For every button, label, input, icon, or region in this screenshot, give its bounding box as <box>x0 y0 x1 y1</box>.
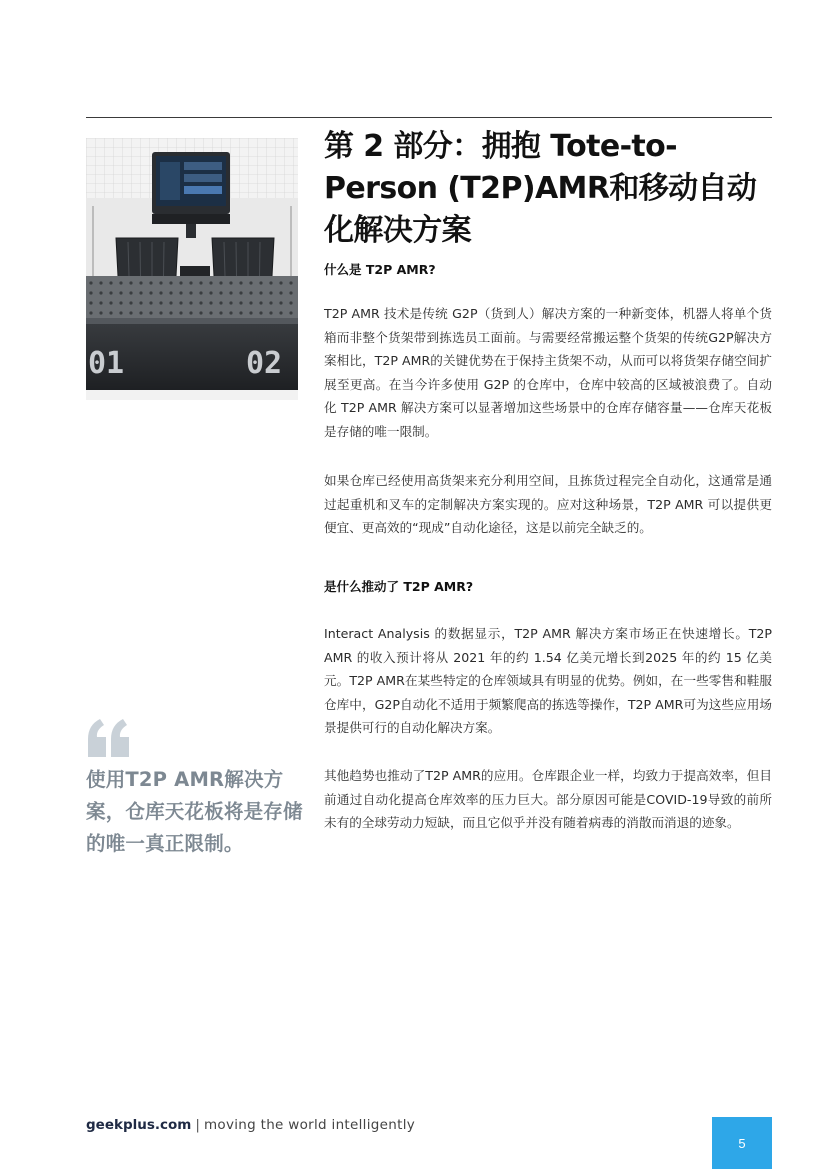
footer <box>86 1117 415 1133</box>
footer-tagline: moving the world intelligently <box>203 1117 416 1133</box>
paragraph: Interact Analysis 的数据显示，T2P AMR 解决方案市场正在快速增长。T2P AMR 的收入预计将从 2021 年的约 1.54 亿美元增长到2025 年的约 15 亿美元。T2P AMR在某些特定的仓库领域具有明显的优势。例如，在一些零售和鞋服仓库中，G2P自动化不适用于频繁爬高的拣选等操作，T2P AMR可为这些应用场景提供可行的自动化解决方案。 <box>324 626 772 735</box>
page-number-badge <box>712 1117 772 1169</box>
pull-quote: 使用T2P AMR解决方案，仓库天花板将是存储的唯一真正限制。 <box>86 768 303 855</box>
station-label-2: 02 <box>246 346 283 381</box>
section-heading-what-is: 什么是 T2P AMR? <box>324 262 436 277</box>
section-heading-drivers: 是什么推动了 T2P AMR? <box>324 579 474 594</box>
paragraph: 如果仓库已经使用高货架来充分利用空间，且拣货过程完全自动化，这通常是通过起重机和叉车的定制解决方案实现的。应对这种场景，T2P AMR 可以提供更便宜、更高效的“现成”自动化途径，这是以前完全缺乏的。 <box>324 473 772 535</box>
workstation-illustration <box>86 138 298 400</box>
top-rule <box>86 117 772 118</box>
station-label-1: 01 <box>88 346 125 381</box>
paragraph: T2P AMR 技术是传统 G2P（货到人）解决方案的一种新变体，机器人将单个货箱而非整个货架带到拣选员工面前。与需要经常搬运整个货架的传统G2P解决方案相比，T2P AMR的关键优势在于保持主货架不动，从而可以将货架存储空间扩展至更高。在当今许多使用 G2P 的仓库中，仓库中较高的区域被浪费了。自动化 T2P AMR 解决方案可以显著增加这些场景中的仓库存储容量——仓库天花板是存储的唯一限制。 <box>324 306 772 439</box>
paragraph: 其他趋势也推动了T2P AMR的应用。仓库跟企业一样，均致力于提高效率，但目前通过自动化提高仓库效率的压力巨大。部分原因可能是COVID-19导致的前所未有的全球劳动力短缺，而且它似乎并没有随着病毒的消散而消退的迹象。 <box>324 768 772 830</box>
footer-brand-link[interactable]: geekplus.com <box>86 1117 192 1133</box>
quote-mark-icon <box>86 705 136 765</box>
page-number: 5 <box>738 1135 746 1151</box>
page-title: 第 2 部分：拥抱 Tote-to-Person (T2P)AMR和移动自动化解决方案 <box>324 129 757 248</box>
footer-separator: | <box>195 1117 200 1133</box>
